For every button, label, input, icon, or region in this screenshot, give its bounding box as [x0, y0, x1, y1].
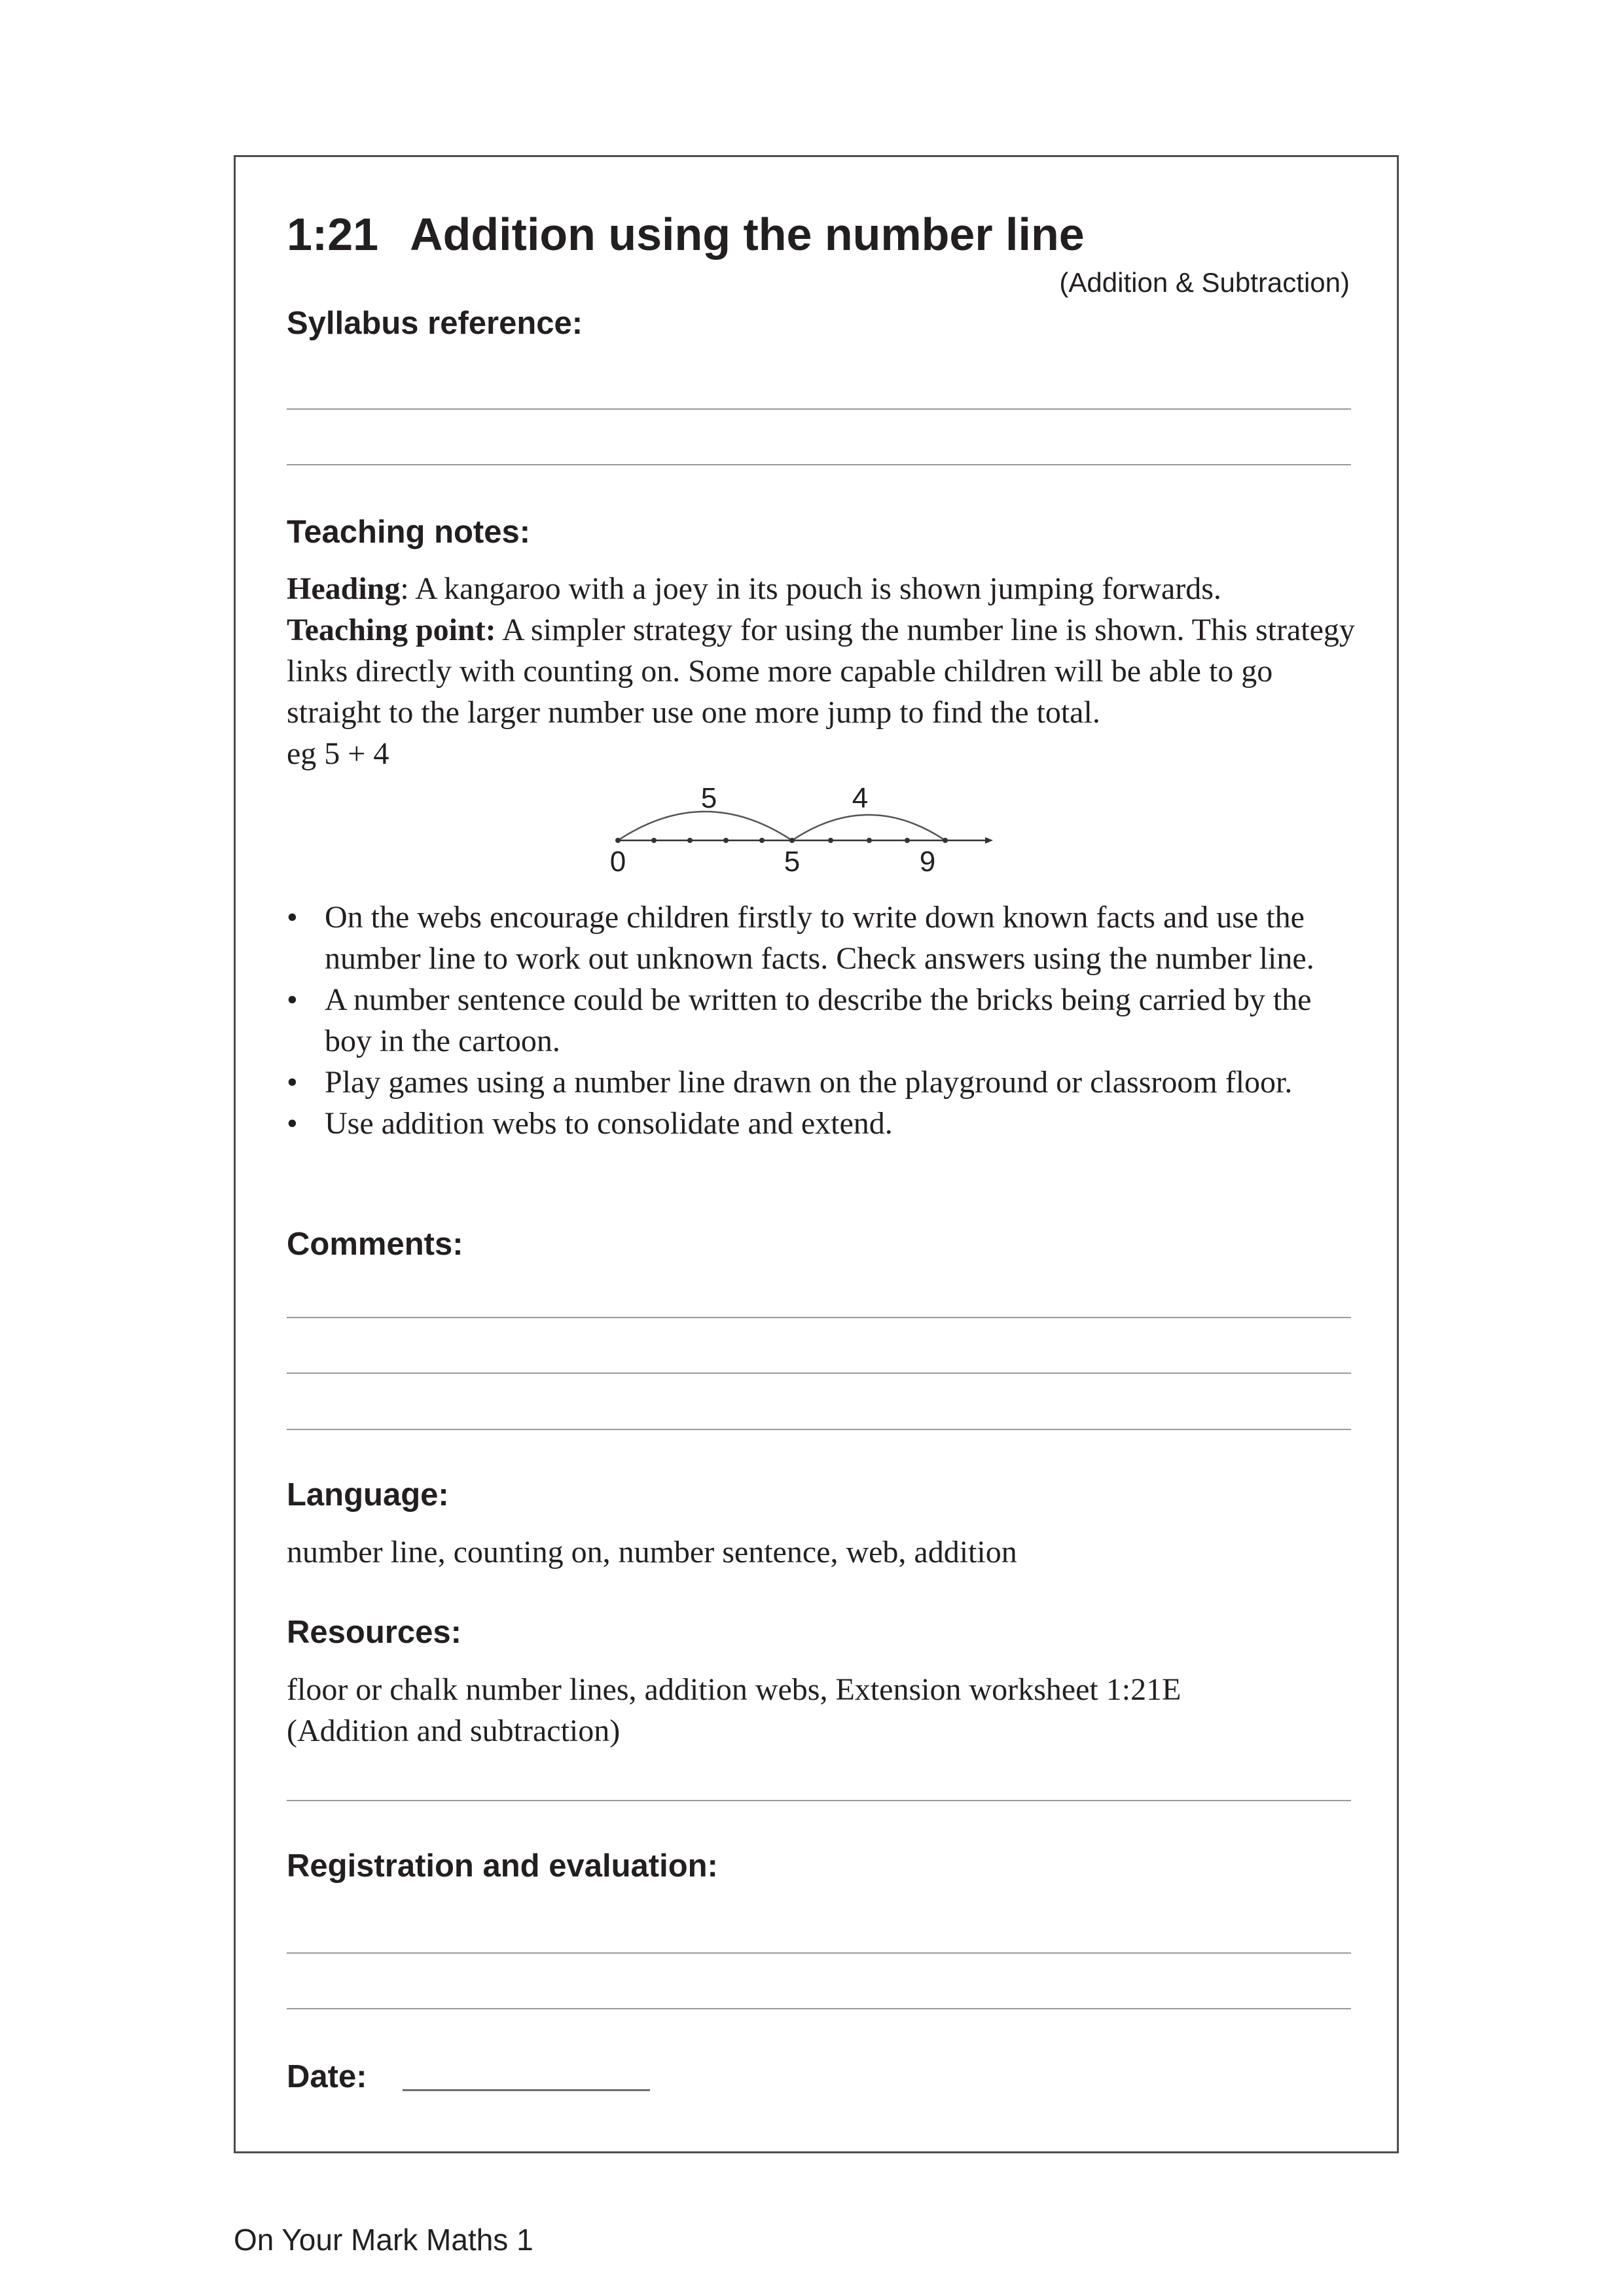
syllabus-line-2[interactable] [287, 464, 1351, 465]
registration-line-2[interactable] [287, 2008, 1351, 2009]
date-field[interactable] [403, 2089, 650, 2091]
bullet-dot: • [287, 900, 298, 935]
tick-label-mid: 5 [784, 846, 801, 877]
tick-label-start: 0 [609, 846, 626, 877]
heading-note [287, 568, 1360, 609]
language-text: number line, counting on, number sentence, web, addition [287, 1535, 1017, 1570]
bullet-dot: • [287, 1106, 298, 1141]
resources-text [287, 1669, 1360, 1751]
comments-line-1[interactable] [287, 1317, 1351, 1318]
teaching-point-label: Teaching point: [287, 613, 496, 647]
bullet-item: • On the webs encourage children firstly to write down known facts and use the number line to work out unknown facts. Check answers using the number line. [287, 897, 1360, 979]
jump-arc-2 [792, 815, 945, 840]
resources-line-2: (Addition and subtraction) [287, 1713, 621, 1748]
comments-line-3[interactable] [287, 1429, 1351, 1430]
resources-line-1: floor or chalk number lines, addition webs, Extension worksheet 1:21E [287, 1672, 1182, 1707]
registration-heading: Registration and evaluation: [287, 1848, 718, 1884]
heading-note-text: : A kangaroo with a joey in its pouch is shown jumping forwards. [400, 571, 1221, 606]
date-heading: Date: [287, 2059, 367, 2094]
jump-label-1: 5 [700, 782, 717, 814]
language-heading: Language: [287, 1477, 449, 1513]
footer-text: On Your Mark Maths 1 [234, 2223, 533, 2257]
lesson-number: 1:21 [287, 209, 379, 260]
bullet-item: • Play games using a number line drawn on the playground or classroom floor. [287, 1062, 1360, 1103]
comments-heading: Comments: [287, 1227, 463, 1262]
strand-label: (Addition & Subtraction) [1059, 267, 1350, 298]
teaching-notes-text [287, 568, 1360, 774]
resources-heading: Resources: [287, 1615, 461, 1650]
syllabus-line-1[interactable] [287, 408, 1351, 410]
bullet-item: • A number sentence could be written to describe the bricks being carried by the boy in the cartoon. [287, 979, 1360, 1062]
bullet-dot: • [287, 1065, 298, 1100]
jump-arc-1 [618, 812, 792, 840]
lesson-title: Addition using the number line [410, 209, 1085, 260]
teaching-point-note [287, 609, 1360, 733]
teaching-notes-heading: Teaching notes: [287, 514, 531, 550]
heading-note-label: Heading [287, 571, 401, 606]
syllabus-heading: Syllabus reference: [287, 306, 583, 341]
comments-line-2[interactable] [287, 1372, 1351, 1374]
teaching-bullets [287, 897, 1360, 1144]
teaching-point-text: A simpler strategy for using the number line is shown. This strategy links directly with counting on. Some more capable children will be able to go straight to the larger number use one more jump to find the total. [287, 613, 1355, 730]
number-line-arrowhead [985, 837, 993, 844]
example-expression: eg 5 + 4 [287, 736, 389, 771]
bullet-dot: • [287, 982, 298, 1017]
tick-label-end: 9 [919, 846, 936, 877]
page-title [287, 208, 1085, 260]
bullet-item: • Use addition webs to consolidate and extend. [287, 1103, 1360, 1144]
number-line-diagram [576, 772, 995, 877]
resources-rule[interactable] [287, 1800, 1351, 1801]
registration-line-1[interactable] [287, 1952, 1351, 1954]
jump-label-2: 4 [852, 782, 869, 814]
